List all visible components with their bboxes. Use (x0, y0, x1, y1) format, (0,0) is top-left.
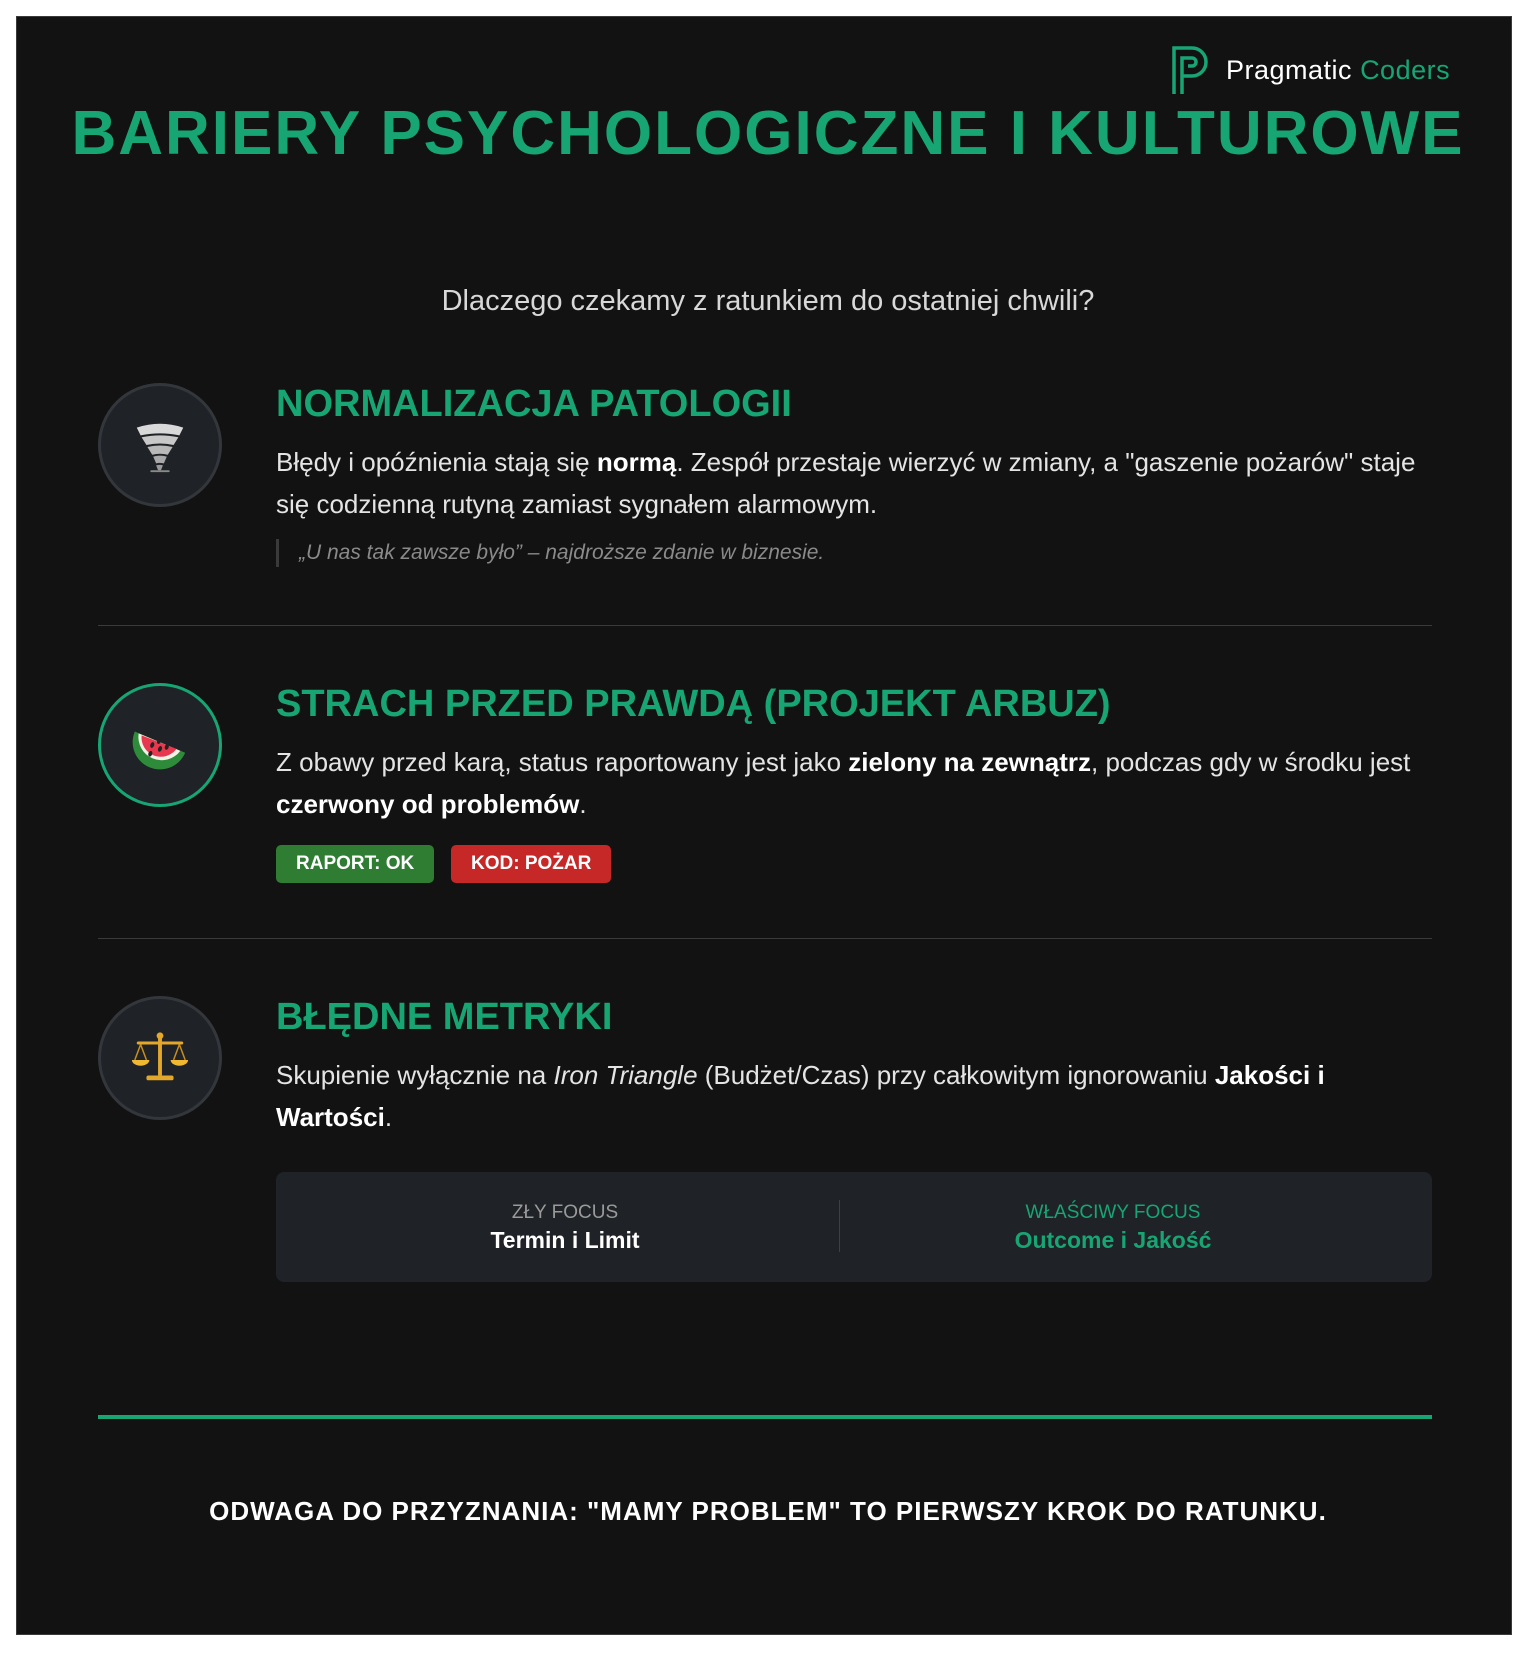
badge-raport-ok: RAPORT: OK (276, 845, 434, 883)
section-text (276, 741, 1432, 825)
section-divider (98, 938, 1432, 939)
text-part: . (579, 789, 587, 819)
section-text (276, 441, 1432, 525)
section-metryki (98, 996, 1432, 1296)
text-part: Skupienie wyłącznie na (276, 1060, 554, 1090)
focus-good-value: Outcome i Jakość (1014, 1227, 1212, 1253)
balance-scale-icon (129, 1027, 191, 1089)
text-bold: normą (596, 447, 677, 477)
footer-accent-line (98, 1415, 1432, 1419)
text-part: . Zespół przestaje wierzyć w zmiany, a "gaszenie pożarów" staje się codzienną rutyną zamiast sygnałem alarmowym. (276, 447, 1416, 519)
focus-bad (276, 1200, 854, 1254)
tornado-icon (129, 414, 191, 476)
text-italic: Iron Triangle (553, 1060, 698, 1090)
page-title: BARIERY PSYCHOLOGICZNE I KULTUROWE (71, 99, 1465, 168)
badge-kod-pozar: KOD: POŻAR (451, 845, 611, 883)
section-strach (98, 683, 1432, 883)
section-title: NORMALIZACJA PATOLOGII (276, 383, 792, 425)
focus-good-label: WŁAŚCIWY FOCUS (1025, 1202, 1201, 1223)
focus-bad-label: ZŁY FOCUS (511, 1202, 619, 1223)
text-part: Błędy i opóźnienia stają się (276, 447, 597, 477)
page-subtitle: Dlaczego czekamy z ratunkiem do ostatniej chwili? (441, 285, 1095, 317)
section-divider (98, 625, 1432, 626)
text-bold: czerwony od problemów (276, 789, 580, 819)
text-bold: Jakości i Wartości (276, 1060, 1325, 1132)
logo-brand: Pragmatic (1226, 54, 1353, 85)
footer-statement: ODWAGA DO PRZYZNANIA: "MAMY PROBLEM" TO PIERWSZY KROK DO RATUNKU. (209, 1496, 1327, 1526)
icon-circle (98, 683, 222, 807)
section-text (276, 1054, 1432, 1138)
section-title: BŁĘDNE METRYKI (276, 996, 613, 1038)
watermelon-icon (129, 714, 191, 776)
pragmatic-logo-icon (1170, 44, 1216, 96)
focus-comparison-box (276, 1172, 1432, 1282)
logo-text (1226, 55, 1450, 86)
section-normalizacja (98, 383, 1432, 583)
text-part: , podczas gdy w środku jest (1091, 747, 1411, 777)
text-part: (Budżet/Czas) przy całkowitym ignorowaniu (697, 1060, 1215, 1090)
text-part: Z obawy przed karą, status raportowany jest jako (276, 747, 849, 777)
icon-circle (98, 996, 222, 1120)
section-title: STRACH PRZED PRAWDĄ (PROJEKT ARBUZ) (276, 683, 1111, 725)
pragmatic-coders-logo (1170, 40, 1450, 100)
focus-good (824, 1200, 1402, 1254)
text-bold: zielony na zewnątrz (848, 747, 1092, 777)
logo-accent: Coders (1360, 54, 1451, 85)
section-quote: „U nas tak zawsze było” – najdroższe zdanie w biznesie. (276, 539, 824, 567)
icon-circle (98, 383, 222, 507)
focus-bad-value: Termin i Limit (490, 1227, 640, 1253)
text-part: . (384, 1102, 393, 1132)
